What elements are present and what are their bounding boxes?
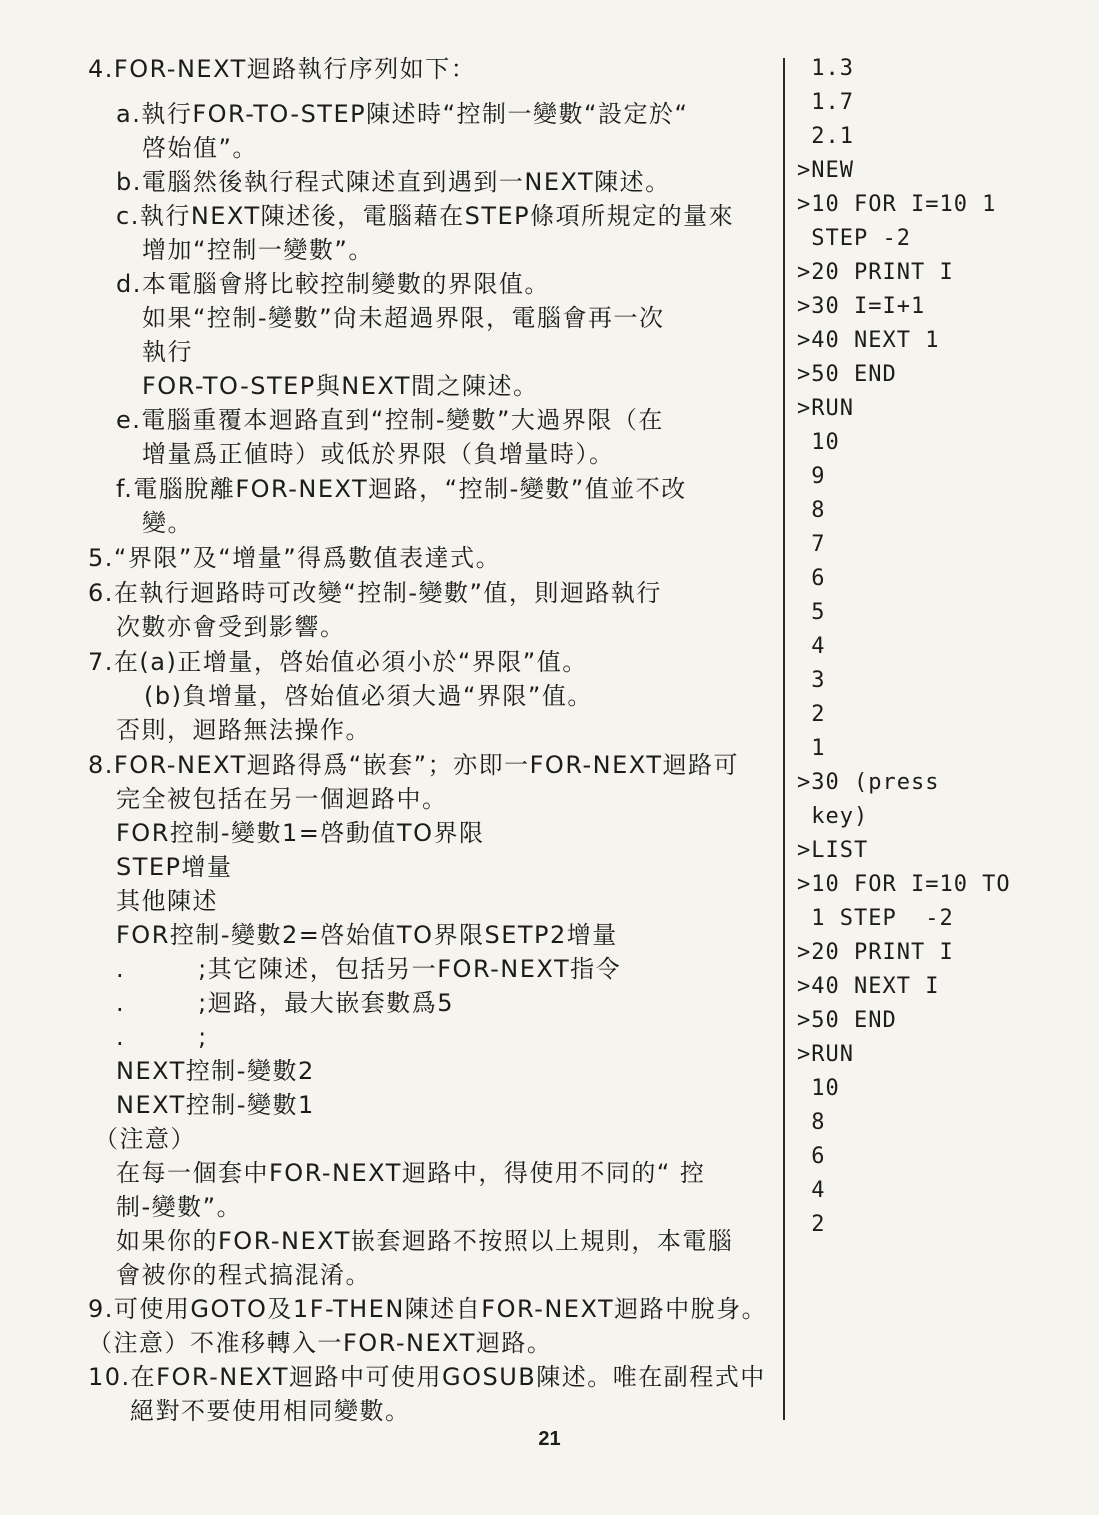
item-4b-line: b.電腦然後執行程式陳述直到遇到一NEXT陳述。 (116, 168, 671, 196)
code-line: >RUN (797, 396, 854, 421)
item-4e-line: 增量爲正値時）或低於界限（負增量時）。 (142, 440, 615, 468)
code-line: 1 (797, 736, 826, 761)
code-line: STEP -2 (797, 226, 911, 251)
code-line: 1.3 (797, 56, 854, 81)
column-divider (783, 58, 785, 1420)
item-10-line: 絕對不要使用相同變數。 (130, 1397, 411, 1425)
note-line: 會被你的程式搞混淆。 (116, 1261, 371, 1289)
nested-loop-example-line: NEXT控制-變數1 (116, 1091, 315, 1119)
item-4e-line: e.電腦重覆本迴路直到“控制-變數”大過界限（在 (116, 406, 664, 434)
item-7-line: (b)負增量，啓始值必須大過“界限”值。 (144, 682, 593, 710)
code-line: 2 (797, 1212, 826, 1237)
code-line: 6 (797, 1144, 826, 1169)
code-line: 3 (797, 668, 826, 693)
code-line: 10 (797, 430, 840, 455)
item-4a-line: a.執行FOR-TO-STEP陳述時“控制一變數“設定於“ (116, 100, 689, 128)
nested-loop-example-line: FOR控制-變數1=啓動值TO界限 (116, 819, 485, 847)
code-line: 4 (797, 1178, 826, 1203)
nested-loop-example-line: 其他陳述 (116, 887, 218, 915)
item-4c-line: c.執行NEXT陳述後，電腦藉在STEP條項所規定的量來 (116, 202, 735, 230)
code-line: >30 I=I+1 (797, 294, 926, 319)
item-4a-line: 啓始值”。 (142, 134, 258, 162)
nested-loop-example-line: . ; (116, 1023, 208, 1051)
item-6-line: 6.在執行迴路時可改變“控制-變數”值，則迴路執行 (88, 579, 662, 607)
code-line: >50 END (797, 362, 897, 387)
item-4f-line: 變。 (142, 509, 193, 537)
item-8-line: 完全被包括在另一個迴路中。 (116, 785, 448, 813)
code-line: 1 STEP -2 (797, 906, 954, 931)
item-4f-line: f.電腦脫離FOR-NEXT迴路，“控制-變數”值並不改 (116, 475, 687, 503)
code-line: 4 (797, 634, 826, 659)
code-line: >40 NEXT 1 (797, 328, 940, 353)
item-7-line: 否則，迴路無法操作。 (116, 716, 371, 744)
code-line: 7 (797, 532, 826, 557)
item-6-line: 次數亦會受到影響。 (116, 613, 346, 641)
nested-loop-example-line: STEP增量 (116, 853, 233, 881)
code-line: >20 PRINT I (797, 940, 954, 965)
item-10-line: 10.在FOR-NEXT迴路中可使用GOSUB陳述。唯在副程式中 (88, 1363, 766, 1391)
code-line: key) (797, 804, 869, 829)
note-line: 如果你的FOR-NEXT嵌套迴路不按照以上規則，本電腦 (116, 1227, 734, 1255)
item-4d-line: 執行 (142, 338, 193, 366)
code-line: 2 (797, 702, 826, 727)
item-9-note-line: （注意）不准移轉入一FOR-NEXT迴路。 (88, 1329, 553, 1357)
code-line: >50 END (797, 1008, 897, 1033)
code-line: >LIST (797, 838, 869, 863)
code-line: 8 (797, 498, 826, 523)
nested-loop-example-line: . ;迴路，最大嵌套數爲5 (116, 989, 455, 1017)
nested-loop-example-line: NEXT控制-變數2 (116, 1057, 315, 1085)
code-line: 9 (797, 464, 826, 489)
item-4c-line: 增加“控制一變數”。 (142, 236, 374, 264)
item-4d-line: 如果“控制-變數”尙未超過界限，電腦會再一次 (142, 304, 665, 332)
code-line: 2.1 (797, 124, 854, 149)
nested-loop-example-line: FOR控制-變數2=啓始值TO界限SETP2增量 (116, 921, 618, 949)
code-line: >30 (press (797, 770, 940, 795)
code-line: 6 (797, 566, 826, 591)
nested-loop-example-line: . ;其它陳述，包括另一FOR-NEXT指令 (116, 955, 622, 983)
code-line: 10 (797, 1076, 840, 1101)
code-line: >40 NEXT I (797, 974, 940, 999)
code-line: >RUN (797, 1042, 854, 1067)
item-4d-line: d.本電腦會將比較控制變數的界限值。 (116, 270, 550, 298)
item-7-line: 7.在(a)正增量，啓始值必須小於“界限”值。 (88, 648, 588, 676)
code-line: >NEW (797, 158, 854, 183)
code-line: >10 FOR I=10 1 (797, 192, 997, 217)
code-line: 1.7 (797, 90, 854, 115)
item-4-heading: 4.FOR-NEXT迴路執行序列如下： (88, 55, 477, 83)
code-line: >10 FOR I=10 TO (797, 872, 1011, 897)
code-line: >20 PRINT I (797, 260, 954, 285)
item-4d-line: FOR-TO-STEP與NEXT間之陳述。 (142, 372, 539, 400)
note-line: 制-變數”。 (116, 1193, 243, 1221)
code-line: 5 (797, 600, 826, 625)
item-8-line: 8.FOR-NEXT迴路得爲“嵌套”；亦即一FOR-NEXT迴路可 (88, 751, 739, 779)
note-heading: （注意） (94, 1125, 196, 1153)
note-line: 在每一個套中FOR-NEXT迴路中，得使用不同的“ 控 (116, 1159, 706, 1187)
page-number: 21 (538, 1428, 561, 1450)
code-line: 8 (797, 1110, 826, 1135)
item-5-line: 5.“界限”及“增量”得爲數值表達式。 (88, 544, 502, 572)
item-9-line: 9.可使用GOTO及1F-THEN陳述自FOR-NEXT迴路中脫身。 (88, 1295, 768, 1323)
